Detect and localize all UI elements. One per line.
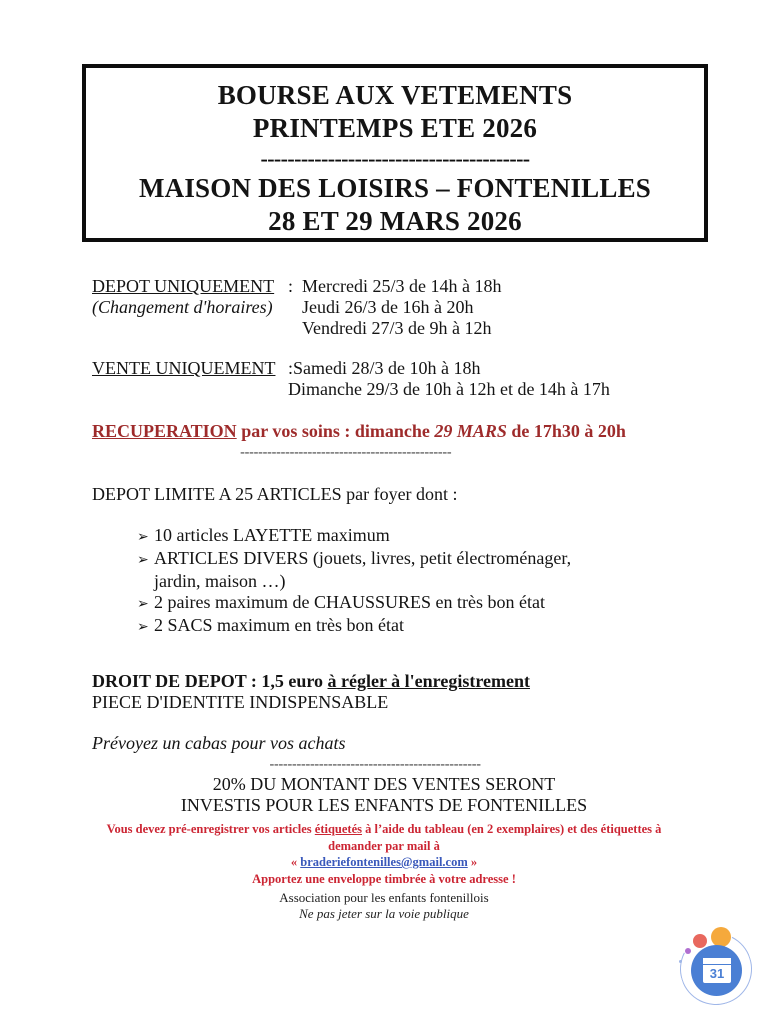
- title-line-3: MAISON DES LOISIRS – FONTENILLES: [138, 173, 652, 203]
- recuperation-divider: -----------------------------------------------: [240, 445, 452, 460]
- vente-time-1: Samedi 28/3 de 10h à 18h: [293, 358, 481, 378]
- invest-block: [0, 774, 768, 816]
- depot-schedule-note: (Changement d'horaires): [92, 297, 273, 317]
- invest-line-2: INVESTIS POUR LES ENFANTS DE FONTENILLES: [180, 795, 588, 815]
- depot-colon: :: [288, 276, 294, 296]
- calendar-badge: [676, 927, 758, 1009]
- depot-time-3: Vendredi 27/3 de 9h à 12h: [302, 318, 492, 338]
- vente-time-2: Dimanche 29/3 de 10h à 12h et de 14h à 17h: [288, 379, 610, 399]
- list-item-label: 2 paires maximum de CHAUSSURES en très bon état: [154, 592, 545, 612]
- droit-de-depot-block: [92, 671, 530, 713]
- calendar-day-number: 31: [709, 966, 725, 981]
- footer-line-1: [0, 821, 768, 838]
- guillemet-open: «: [290, 855, 301, 869]
- arrow-bullet-icon: ➢: [137, 596, 149, 612]
- title-divider: ----------------------------------------: [260, 147, 530, 171]
- list-item: [137, 592, 571, 615]
- vente-colon: :: [288, 358, 294, 378]
- poster-title-box: [82, 64, 708, 242]
- depot-row-1: [92, 276, 501, 297]
- droit-de-depot-emphasis: à régler à l'enregistrement: [327, 671, 530, 691]
- depot-row-2: [92, 297, 501, 318]
- depot-row-3: [92, 318, 501, 339]
- footer-line-1-emphasis: étiquetés: [314, 822, 362, 836]
- depot-time-2: Jeudi 26/3 de 16h à 20h: [302, 297, 474, 317]
- title-line-1: BOURSE AUX VETEMENTS: [217, 80, 573, 110]
- email-link[interactable]: braderiefontenilles@gmail.com: [300, 855, 468, 869]
- footer-line-1-prefix: Vous devez pré-enregistrer vos articles: [106, 822, 315, 836]
- badge-dot-red-icon: [693, 934, 707, 948]
- title-line-4: 28 ET 29 MARS 2026: [268, 206, 522, 236]
- badge-dot-purple-icon: [685, 948, 691, 954]
- footer-line-1-suffix: à l’aide du tableau (en 2 exemplaires) et des étiquettes à: [362, 822, 662, 836]
- droit-de-depot-line: [92, 671, 530, 692]
- recuperation-mid: par vos soins : dimanche: [236, 421, 435, 441]
- footer-instructions: [0, 821, 768, 887]
- depot-schedule-block: [92, 276, 501, 339]
- invest-line-1: 20% DU MONTANT DES VENTES SERONT: [212, 774, 556, 794]
- association-name: Association pour les enfants fontenillois: [279, 890, 489, 905]
- guillemet-close: »: [467, 855, 478, 869]
- footer-line-2: demander par mail à: [328, 838, 440, 853]
- title-line-2: PRINTEMPS ETE 2026: [252, 113, 538, 143]
- vente-schedule-block: [92, 358, 610, 400]
- depot-time-1: Mercredi 25/3 de 14h à 18h: [302, 276, 502, 296]
- recuperation-time: de 17h30 à 20h: [506, 421, 626, 441]
- arrow-bullet-icon: ➢: [137, 619, 149, 635]
- badge-dot-orange-icon: [711, 927, 731, 947]
- piece-identite-line: PIECE D'IDENTITE INDISPENSABLE: [92, 692, 389, 712]
- list-item-continuation: jardin, maison …): [154, 571, 286, 591]
- recuperation-block: [92, 421, 626, 442]
- legal-notice: Ne pas jeter sur la voie publique: [299, 906, 469, 921]
- footer-line-4: Apportez une enveloppe timbrée à votre adresse !: [252, 871, 516, 886]
- vente-row-1: [92, 358, 610, 379]
- association-footer: [0, 890, 768, 922]
- footer-email-line: [0, 854, 768, 871]
- list-item: [137, 525, 571, 548]
- depot-limit-text: DEPOT LIMITE A 25 ARTICLES par foyer dont :: [92, 484, 458, 504]
- list-item-label: 2 SACS maximum en très bon état: [154, 615, 404, 635]
- list-item: [137, 548, 571, 571]
- prevoyez-cabas-text: Prévoyez un cabas pour vos achats: [92, 733, 346, 753]
- vente-label: VENTE UNIQUEMENT: [92, 358, 276, 378]
- calendar-icon: [703, 958, 731, 983]
- calendar-header-strip: [703, 958, 731, 965]
- articles-list: [137, 525, 571, 638]
- arrow-bullet-icon: ➢: [137, 552, 149, 568]
- list-item: [137, 615, 571, 638]
- badge-dot-small-icon: [679, 960, 682, 963]
- list-item-label: 10 articles LAYETTE maximum: [154, 525, 390, 545]
- recuperation-date: 29 MARS: [434, 421, 507, 441]
- list-item-label: ARTICLES DIVERS (jouets, livres, petit électroménager,: [154, 548, 572, 568]
- arrow-bullet-icon: ➢: [137, 529, 149, 545]
- droit-de-depot-prefix: DROIT DE DEPOT : 1,5 euro: [92, 671, 328, 691]
- recuperation-label: RECUPERATION: [92, 421, 237, 441]
- invest-divider: -----------------------------------------------: [269, 757, 481, 772]
- vente-row-2: [92, 379, 610, 400]
- depot-label: DEPOT UNIQUEMENT: [92, 276, 275, 296]
